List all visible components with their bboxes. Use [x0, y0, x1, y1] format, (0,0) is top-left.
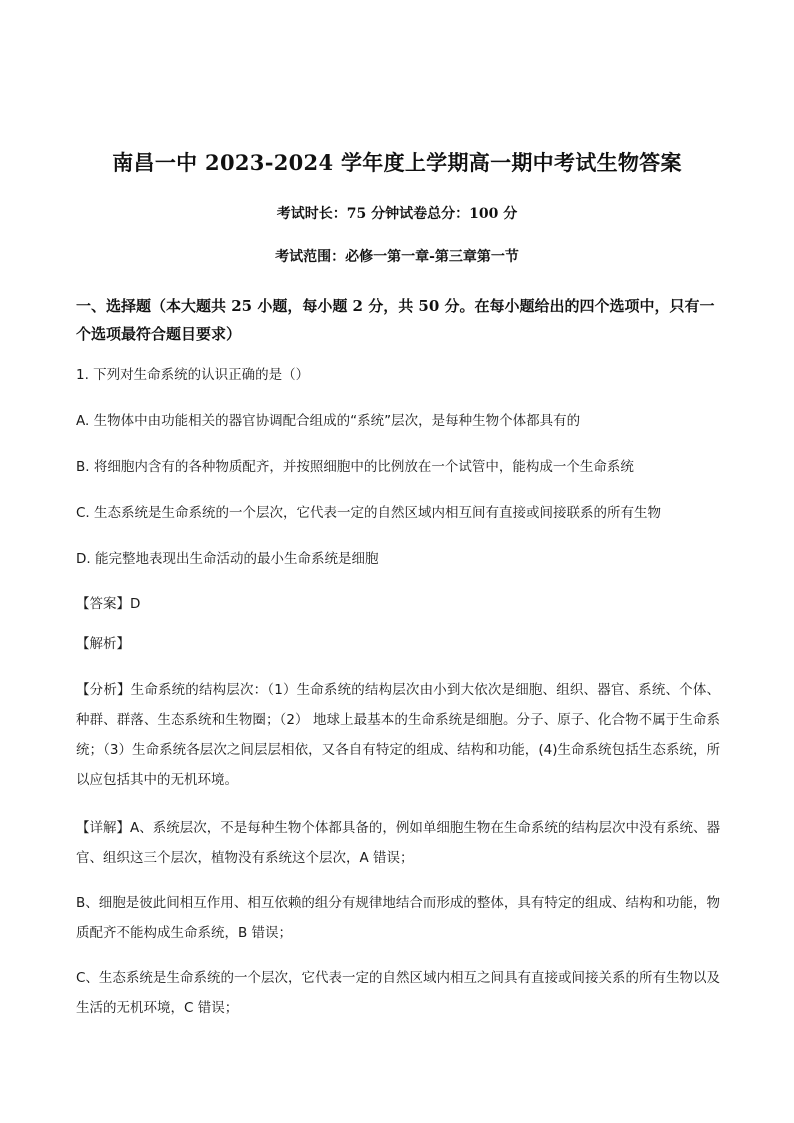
analysis-paragraph: 【分析】生命系统的结构层次：（1）生命系统的结构层次由小到大依次是细胞、组织、器官、系统、个体、种群、群落、生态系统和生物圈；（2） 地球上最基本的生命系统是细胞。分子、原子、化合物不属于生命系统；（3）生命系统各层次之间层层相依，又各自有特定的组成、结构和功能，(4)生命系统包括生态系统，所以应包括其中的无机环境。 [76, 682, 720, 788]
option-b: B. 将细胞内含有的各种物质配齐，并按照细胞中的比例放在一个试管中，能构成一个生命系统 [76, 459, 634, 475]
detail-paragraph-a: 【详解】A、系统层次，不是每种生物个体都具备的，例如单细胞生物在生命系统的结构层次中没有系统、器官、组织这三个层次，植物没有系统这个层次，A 错误； [76, 820, 720, 866]
document-title: 南昌一中 2023-2024 学年度上学期高一期中考试生物答案 [112, 150, 682, 175]
option-a: A. 生物体中由功能相关的器官协调配合组成的“系统”层次，是每种生物个体都具有的 [76, 413, 581, 429]
answer: 【答案】D [76, 596, 141, 612]
detail-paragraph-b: B、细胞是彼此间相互作用、相互依赖的组分有规律地结合而形成的整体，具有特定的组成、结构和功能，物质配齐不能构成生命系统，B 错误； [76, 895, 720, 941]
analysis-label: 【解析】 [76, 636, 130, 652]
option-d: D. 能完整地表现出生命活动的最小生命系统是细胞 [76, 551, 379, 567]
exam-info: 考试时长：75 分钟试卷总分：100 分 [276, 206, 518, 222]
section-heading: 一、选择题（本大题共 25 小题，每小题 2 分，共 50 分。在每小题给出的四个选项中，只有一个选项最符合题目要求） [76, 297, 715, 343]
option-c: C. 生态系统是生命系统的一个层次，它代表一定的自然区域内相互间有直接或间接联系的所有生物 [76, 505, 662, 521]
detail-paragraph-c: C、生态系统是生命系统的一个层次，它代表一定的自然区域内相互之间具有直接或间接关系的所有生物以及生活的无机环境，C 错误； [76, 970, 720, 1016]
exam-scope: 考试范围：必修一第一章-第三章第一节 [275, 249, 519, 265]
question-stem: 1. 下列对生命系统的认识正确的是（） [76, 367, 310, 383]
